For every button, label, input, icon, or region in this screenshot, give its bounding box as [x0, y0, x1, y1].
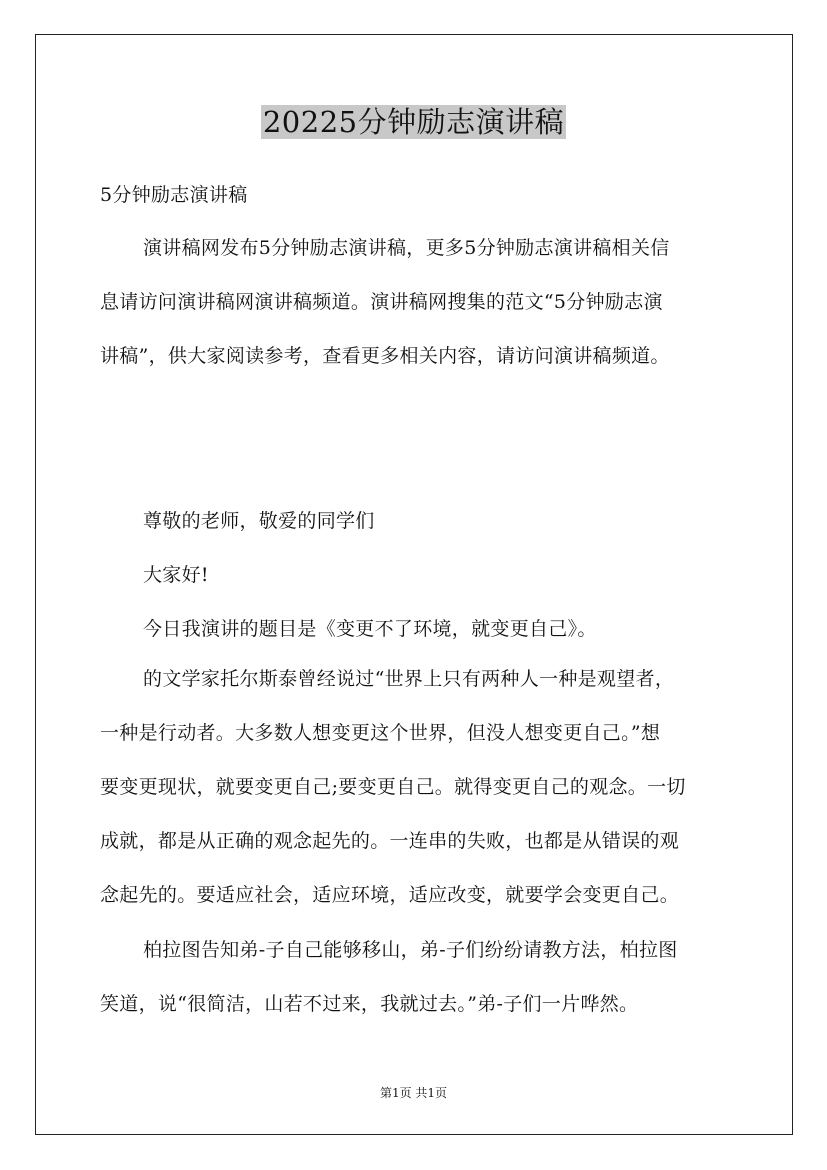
para1-line: 的文学家托尔斯泰曾经说过“世界上只有两种人一种是观望者， [143, 668, 675, 690]
body-paragraph-2 [100, 935, 730, 1043]
intro-line: 息请访问演讲稿网演讲稿频道。演讲稿网搜集的范文“5分钟励志演 [100, 291, 663, 313]
para1-line: 念起先的。要适应社会，适应环境，适应改变，就要学会变更自己。 [100, 884, 680, 906]
para2-line: 笑道，说“很简洁，山若不过来，我就过去。”弟-子们一片哗然。 [100, 993, 639, 1015]
intro-line: 讲稿”，供大家阅读参考，查看更多相关内容，请访问演讲稿频道。 [100, 345, 670, 367]
greeting-line: 尊敬的老师，敬爱的同学们 [143, 510, 375, 532]
para1-line: 一种是行动者。大多数人想变更这个世界，但没人想变更自己。”想 [100, 722, 661, 744]
intro-paragraph [100, 233, 730, 395]
document-title: 20225分钟励志演讲稿 [262, 105, 565, 139]
body-paragraph-1 [100, 664, 730, 934]
document-title-wrap [0, 102, 827, 142]
intro-line: 演讲稿网发布5分钟励志演讲稿，更多5分钟励志演讲稿相关信 [143, 237, 670, 259]
para1-line: 要变更现状，就要变更自己;要变更自己。就得变更自己的观念。一切 [100, 776, 686, 798]
hello-line: 大家好! [143, 564, 209, 586]
document-subtitle: 5分钟励志演讲稿 [100, 184, 248, 206]
topic-line: 今日我演讲的题目是《变更不了环境，就变更自己》。 [143, 618, 597, 640]
page-footer: 第1页 共1页 [379, 1086, 448, 1100]
para2-line: 柏拉图告知弟-子自己能够移山，弟-子们纷纷请教方法，柏拉图 [143, 939, 678, 961]
para1-line: 成就，都是从正确的观念起先的。一连串的失败，也都是从错误的观 [100, 830, 680, 852]
